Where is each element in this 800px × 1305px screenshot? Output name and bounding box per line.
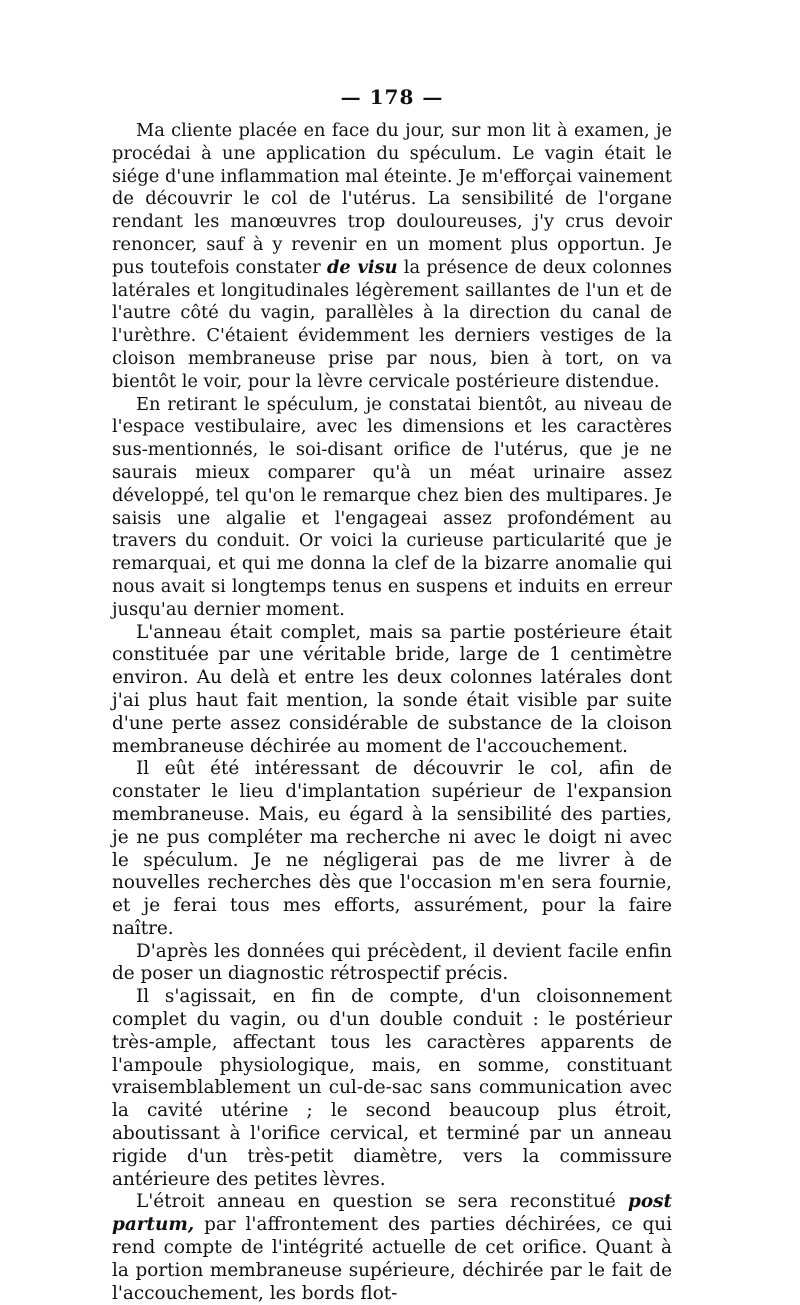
paragraph-diagnostic: D'après les données qui précèdent, il devient facile enfin de poser un diagnostic rétrospectif précis. <box>112 940 672 985</box>
page-number: — 178 — <box>340 85 444 109</box>
paragraph-cloisonnement: Il s'agissait, en fin de compte, d'un cloisonnement complet du vagin, ou d'un double conduit : le postérieur très-ample, affectant tous les caractères apparents de l'ampoule physiologique, mais, en somme, constituant vraisemblablement un cul-de-sac sans communication avec la cavité utérine ; le second beaucoup plus étroit, aboutissant à l'orifice cervical, et terminé par un anneau rigide d'un très-petit diamètre, vers la commissure antérieure des petites lèvres. <box>112 986 672 1190</box>
italic-phrase: post partum, <box>112 1191 672 1236</box>
paragraph-text: par l'affrontement des parties déchirées, ce qui rend compte de l'intégrité actuelle de cet orifice. Quant à la portion membraneuse supérieure, déchirée par le fait de l'accouchement, les bords flot- <box>112 1214 672 1304</box>
paragraph-examination <box>112 120 672 394</box>
paragraph-text: la présence de deux colonnes latérales et longitudinales légèrement saillantes de l'un et de l'autre côté du vagin, parallèles à la direction du canal de l'urèthre. C'étaient évidemment les derniers vestiges de la cloison membraneuse prise par nous, bien à tort, on va bientôt le voir, pour la lèvre cervicale postérieure distendue. <box>112 256 673 392</box>
paragraph-col: Il eût été intéressant de découvrir le col, afin de constater le lieu d'implantation supérieur de l'expansion membraneuse. Mais, eu égard à la sensibilité des parties, je ne pus compléter ma recherche ni avec le doigt ni avec le spéculum. Je ne négligerai pas de me livrer à de nouvelles recherches dès que l'occasion m'en sera fournie, et je ferai tous mes efforts, assurément, pour la faire naître. <box>112 758 672 939</box>
italic-phrase: de visu <box>326 256 398 278</box>
paragraph-post-partum <box>112 1191 672 1305</box>
paragraph-anneau: L'anneau était complet, mais sa partie postérieure était constituée par une véritable bride, large de 1 centimètre environ. Au delà et entre les deux colonnes latérales dont j'ai plus haut fait mention, la sonde était visible par suite d'une perte assez considérable de substance de la cloison membraneuse déchirée au moment de l'accouchement. <box>112 621 672 757</box>
paragraph-text: Ma cliente placée en face du jour, sur mon lit à examen, je procédai à une application du spéculum. Le vagin était le siége d'une inflammation mal éteinte. Je m'efforçai vainement de découvrir le col de l'utérus. La sensibilité de l'organe rendant les manœuvres trop douloureuses, j'y crus devoir renoncer, sauf à y revenir en un moment plus opportun. Je pus toutefois constater <box>112 120 672 278</box>
book-page <box>112 84 672 1305</box>
paragraph-text: L'étroit anneau en question se sera reconstitué <box>136 1191 629 1213</box>
paragraph-speculum: En retirant le spéculum, je constatai bientôt, au niveau de l'espace vestibulaire, avec les dimensions et les caractères sus-mentionnés, le soi-disant orifice de l'utérus, que je ne saurais mieux comparer qu'à un méat urinaire assez développé, tel qu'on le remarque chez bien des multipares. Je saisis une algalie et l'engageai assez profondément au travers du conduit. Or voici la curieuse particularité que je remarquai, et qui me donna la clef de la bizarre anomalie qui nous avait si longtemps tenus en suspens et induits en erreur jusqu'au dernier moment. <box>112 393 672 620</box>
